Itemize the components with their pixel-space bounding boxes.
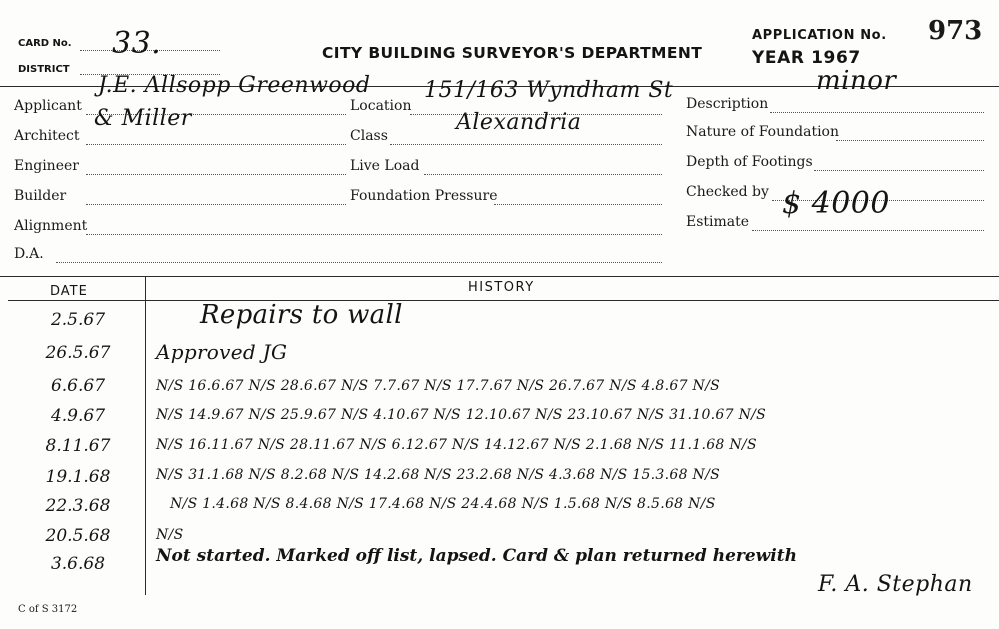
- applicant-label: Applicant: [14, 98, 82, 114]
- history-entry: Approved JG: [156, 340, 288, 364]
- year-label: YEAR 1967: [752, 48, 861, 68]
- card-no-value: 33.: [112, 26, 162, 61]
- history-entry: N/S 1.4.68 N/S 8.4.68 N/S 17.4.68 N/S 24.4.68 N/S 1.5.68 N/S 8.5.68 N/S: [170, 496, 716, 512]
- history-entry: N/S 16.6.67 N/S 28.6.67 N/S 7.7.67 N/S 17.7.67 N/S 26.7.67 N/S 4.8.67 N/S: [156, 378, 721, 394]
- history-date: 26.5.67: [45, 343, 111, 363]
- form-code: C of S 3172: [18, 604, 78, 615]
- history-date: 20.5.68: [45, 526, 111, 546]
- history-header-rule: [8, 300, 999, 301]
- history-header: HISTORY: [468, 280, 535, 295]
- alignment-line: [86, 234, 662, 235]
- builder-line: [86, 204, 346, 205]
- description-label: Description: [686, 96, 769, 112]
- checked-by-label: Checked by: [686, 184, 769, 200]
- date-column-divider: [145, 277, 146, 595]
- history-entry: Repairs to wall: [200, 300, 403, 330]
- depth-of-footings-line: [814, 170, 984, 171]
- application-label: APPLICATION No.: [752, 28, 887, 43]
- architect-label: Architect: [14, 128, 80, 144]
- card-no-label: CARD No.: [18, 38, 72, 49]
- history-date: 4.9.67: [50, 406, 106, 426]
- history-entry: N/S 31.1.68 N/S 8.2.68 N/S 14.2.68 N/S 23.2.68 N/S 4.3.68 N/S 15.3.68 N/S: [156, 467, 721, 483]
- builder-label: Builder: [14, 188, 67, 204]
- location-label: Location: [350, 98, 412, 114]
- history-date: 22.3.68: [45, 496, 111, 516]
- class-label: Class: [350, 128, 388, 144]
- da-line: [56, 262, 662, 263]
- history-entry: N/S 16.11.67 N/S 28.11.67 N/S 6.12.67 N/S 14.12.67 N/S 2.1.68 N/S 11.1.68 N/S: [156, 437, 757, 453]
- history-date: 6.6.67: [50, 376, 106, 396]
- description-line: [770, 112, 984, 113]
- estimate-value: $ 4000: [782, 186, 890, 221]
- engineer-label: Engineer: [14, 158, 79, 174]
- engineer-line: [86, 174, 346, 175]
- live-load-line: [424, 174, 662, 175]
- description-value: minor: [816, 66, 897, 96]
- signature: F. A. Stephan: [818, 572, 973, 597]
- estimate-line: [752, 230, 984, 231]
- department-title: CITY BUILDING SURVEYOR'S DEPARTMENT: [322, 44, 703, 62]
- history-entry: N/S: [156, 527, 184, 543]
- history-entry: Not started. Marked off list, lapsed. Card & plan returned herewith: [156, 546, 797, 566]
- district-label: DISTRICT: [18, 64, 70, 75]
- history-date: 2.5.67: [50, 310, 106, 330]
- nature-of-foundation-label: Nature of Foundation: [686, 124, 839, 140]
- applicant-value-line2: & Miller: [94, 106, 192, 131]
- history-date: 8.11.67: [45, 436, 111, 456]
- location-value: 151/163 Wyndham St: [424, 78, 674, 103]
- application-number: 973: [928, 16, 983, 46]
- architect-line: [86, 144, 346, 145]
- nature-of-foundation-line: [836, 140, 984, 141]
- foundation-pressure-line: [494, 204, 662, 205]
- foundation-pressure-label: Foundation Pressure: [350, 188, 498, 204]
- class-line: [390, 144, 662, 145]
- class-value: Alexandria: [456, 110, 582, 135]
- depth-of-footings-label: Depth of Footings: [686, 154, 813, 170]
- history-entry: N/S 14.9.67 N/S 25.9.67 N/S 4.10.67 N/S 12.10.67 N/S 23.10.67 N/S 31.10.67 N/S: [156, 407, 767, 423]
- live-load-label: Live Load: [350, 158, 420, 174]
- estimate-label: Estimate: [686, 214, 750, 230]
- date-header: DATE: [50, 284, 88, 299]
- history-date: 3.6.68: [50, 554, 106, 574]
- history-date: 19.1.68: [45, 467, 111, 487]
- alignment-label: Alignment: [14, 218, 88, 234]
- applicant-value: J.E. Allsopp Greenwood: [98, 73, 371, 98]
- da-label: D.A.: [14, 246, 44, 262]
- history-top-rule: [0, 276, 999, 277]
